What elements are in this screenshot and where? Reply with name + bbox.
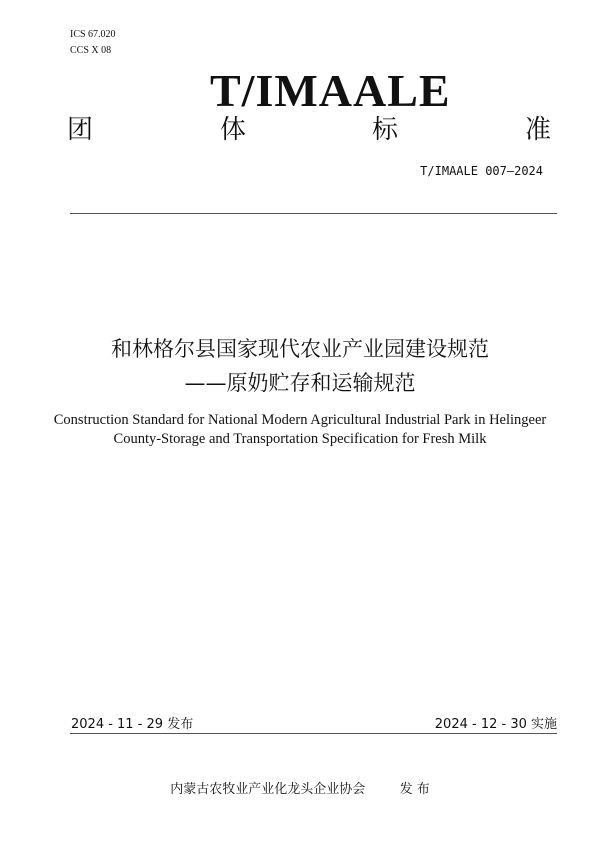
organization-logo: T/IMAALE: [210, 65, 451, 116]
category-char-1: 团: [67, 115, 94, 145]
publish-label: 发 布: [399, 782, 430, 797]
bottom-divider: [70, 733, 557, 734]
publisher-line: [0, 778, 600, 797]
category-char-4: 准: [525, 115, 552, 145]
ics-code: ICS 67.020: [70, 29, 116, 40]
issue-date: 2024 - 11 - 29 发布: [71, 717, 194, 732]
title-zh-line-1: 和林格尔县国家现代农业产业园建设规范: [111, 337, 489, 361]
ccs-code: CCS X 08: [70, 45, 112, 56]
top-divider: [70, 213, 557, 214]
category-char-2: 体: [220, 115, 247, 145]
title-en-line-1: Construction Standard for National Modern Agricultural Industrial Park in Helingeer: [53, 412, 547, 428]
category-char-3: 标: [372, 115, 399, 145]
implement-date: 2024 - 12 - 30 实施: [434, 717, 557, 732]
standard-code: T/IMAALE 007—2024: [420, 164, 543, 178]
title-en-line-2: County-Storage and Transportation Specification for Fresh Milk: [113, 431, 487, 447]
publisher-name: 内蒙古农牧业产业化龙头企业协会: [170, 782, 366, 797]
title-zh-line-2: ——原奶贮存和运输规范: [184, 371, 416, 395]
